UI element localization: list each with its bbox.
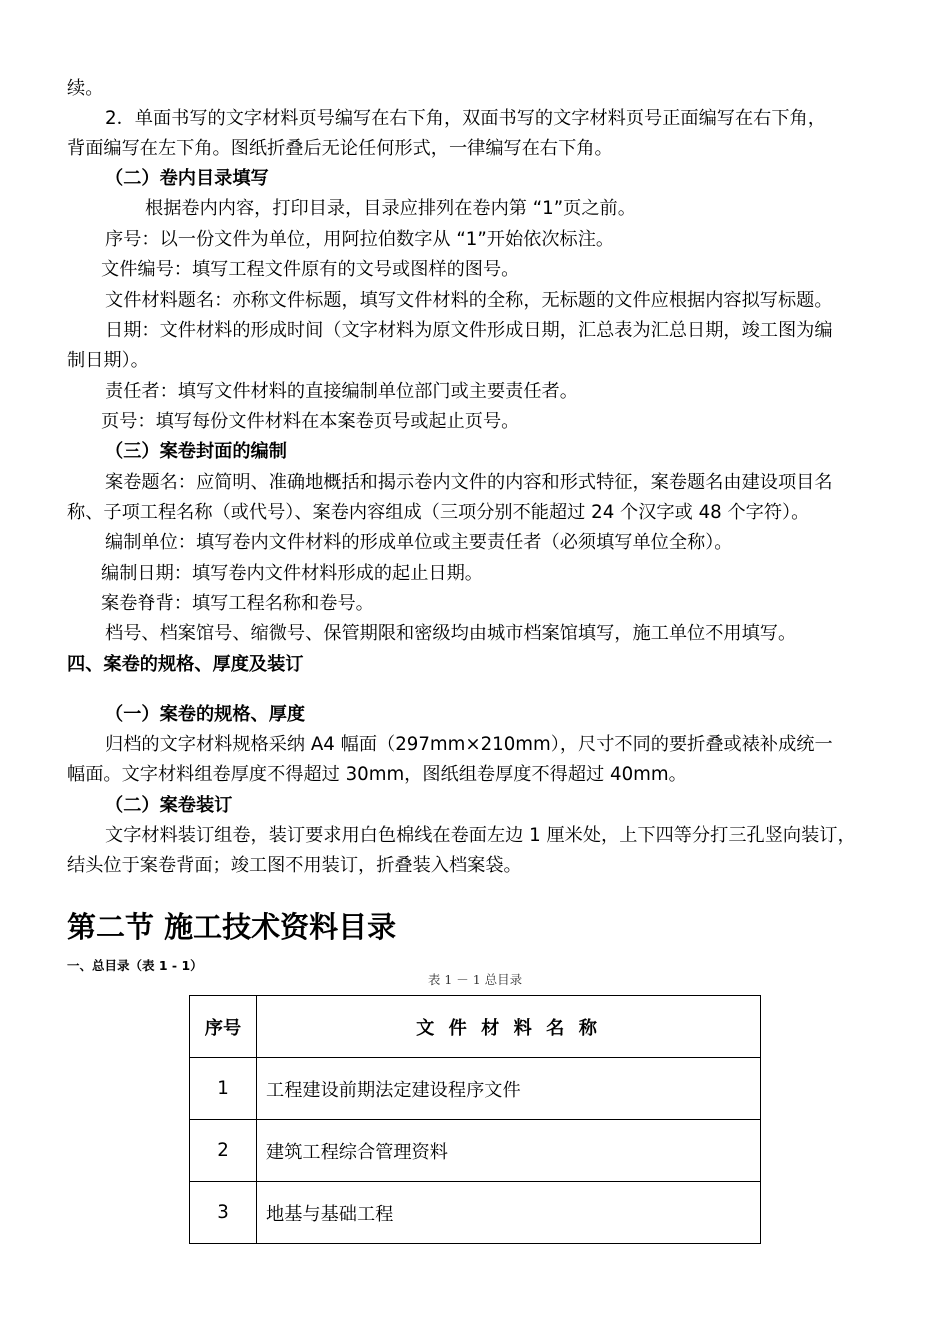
paragraph-line: 案卷题名：应简明、准确地概括和揭示卷内文件的内容和形式特征，案卷题名由建设项目名 (105, 472, 833, 493)
table-caption: 表 1 － 1 总目录 (427, 972, 523, 987)
paragraph-line: 责任者：填写文件材料的直接编制单位部门或主要责任者。 (105, 381, 578, 402)
paragraph-line: 制日期）。 (67, 350, 149, 371)
table-row (190, 1182, 761, 1244)
paragraph-line: 归档的文字材料规格采纳 A4 幅面（297mm×210mm），尺寸不同的要折叠或裱补成统一 (105, 734, 833, 755)
subheading: 一、总目录（表 1 - 1） (67, 958, 203, 973)
row-index: 2 (190, 1120, 257, 1182)
row-name: 地基与基础工程 (257, 1182, 761, 1244)
paragraph-line: 称、子项工程名称（或代号）、案卷内容组成（三项分别不能超过 24 个汉字或 48 个字符）。 (67, 502, 810, 523)
table-row (190, 1058, 761, 1120)
subsection-heading: （三）案卷封面的编制 (105, 441, 287, 462)
paragraph-line: 页号：填写每份文件材料在本案卷页号或起止页号。 (101, 411, 520, 432)
paragraph-line: 档号、档案馆号、缩微号、保管期限和密级均由城市档案馆填写，施工单位不用填写。 (105, 623, 797, 644)
paragraph-line: 序号：以一份文件为单位，用阿拉伯数字从 “1”开始依次标注。 (105, 229, 615, 250)
paragraph-line: 幅面。文字材料组卷厚度不得超过 30mm，图纸组卷厚度不得超过 40mm。 (67, 764, 687, 785)
section-heading: 四、案卷的规格、厚度及装订 (67, 654, 304, 675)
paragraph-line: 文件编号：填写工程文件原有的文号或图样的图号。 (101, 259, 520, 280)
paragraph-line: 结头位于案卷背面；竣工图不用装订，折叠装入档案袋。 (67, 855, 522, 876)
section-title: 第二节 施工技术资料目录 (67, 910, 397, 944)
paragraph-line: 编制日期：填写卷内文件材料形成的起止日期。 (101, 563, 483, 584)
paragraph-line: 日期：文件材料的形成时间（文字材料为原文件形成日期，汇总表为汇总日期，竣工图为编 (105, 320, 833, 341)
row-index: 1 (190, 1058, 257, 1120)
header-index: 序号 (190, 996, 257, 1058)
row-index: 3 (190, 1182, 257, 1244)
paragraph-line: 根据卷内内容，打印目录，目录应排列在卷内第 “1”页之前。 (145, 198, 636, 219)
row-name: 工程建设前期法定建设程序文件 (257, 1058, 761, 1120)
subsection-heading: （一）案卷的规格、厚度 (105, 704, 306, 725)
row-name: 建筑工程综合管理资料 (257, 1120, 761, 1182)
catalog-table (189, 995, 761, 1244)
table-row (190, 1120, 761, 1182)
paragraph-line: 文字材料装订组卷，装订要求用白色棉线在卷面左边 1 厘米处，上下四等分打三孔竖向装订， (105, 825, 856, 846)
subsection-heading: （二）案卷装订 (105, 795, 233, 816)
paragraph-line: 背面编写在左下角。图纸折叠后无论任何形式，一律编写在右下角。 (67, 138, 613, 159)
paragraph-line: 2．单面书写的文字材料页号编写在右下角，双面书写的文字材料页号正面编写在右下角， (105, 108, 826, 129)
paragraph-line: 案卷脊背：填写工程名称和卷号。 (101, 593, 374, 614)
header-name: 文 件 材 料 名 称 (257, 996, 761, 1058)
table-header-row (190, 996, 761, 1058)
paragraph-line: 编制单位：填写卷内文件材料的形成单位或主要责任者（必须填写单位全称）。 (105, 532, 733, 553)
continuation-text: 续。 (67, 78, 104, 99)
subsection-heading: （二）卷内目录填写 (105, 168, 269, 189)
paragraph-line: 文件材料题名：亦称文件标题，填写文件材料的全称，无标题的文件应根据内容拟写标题。 (105, 290, 833, 311)
